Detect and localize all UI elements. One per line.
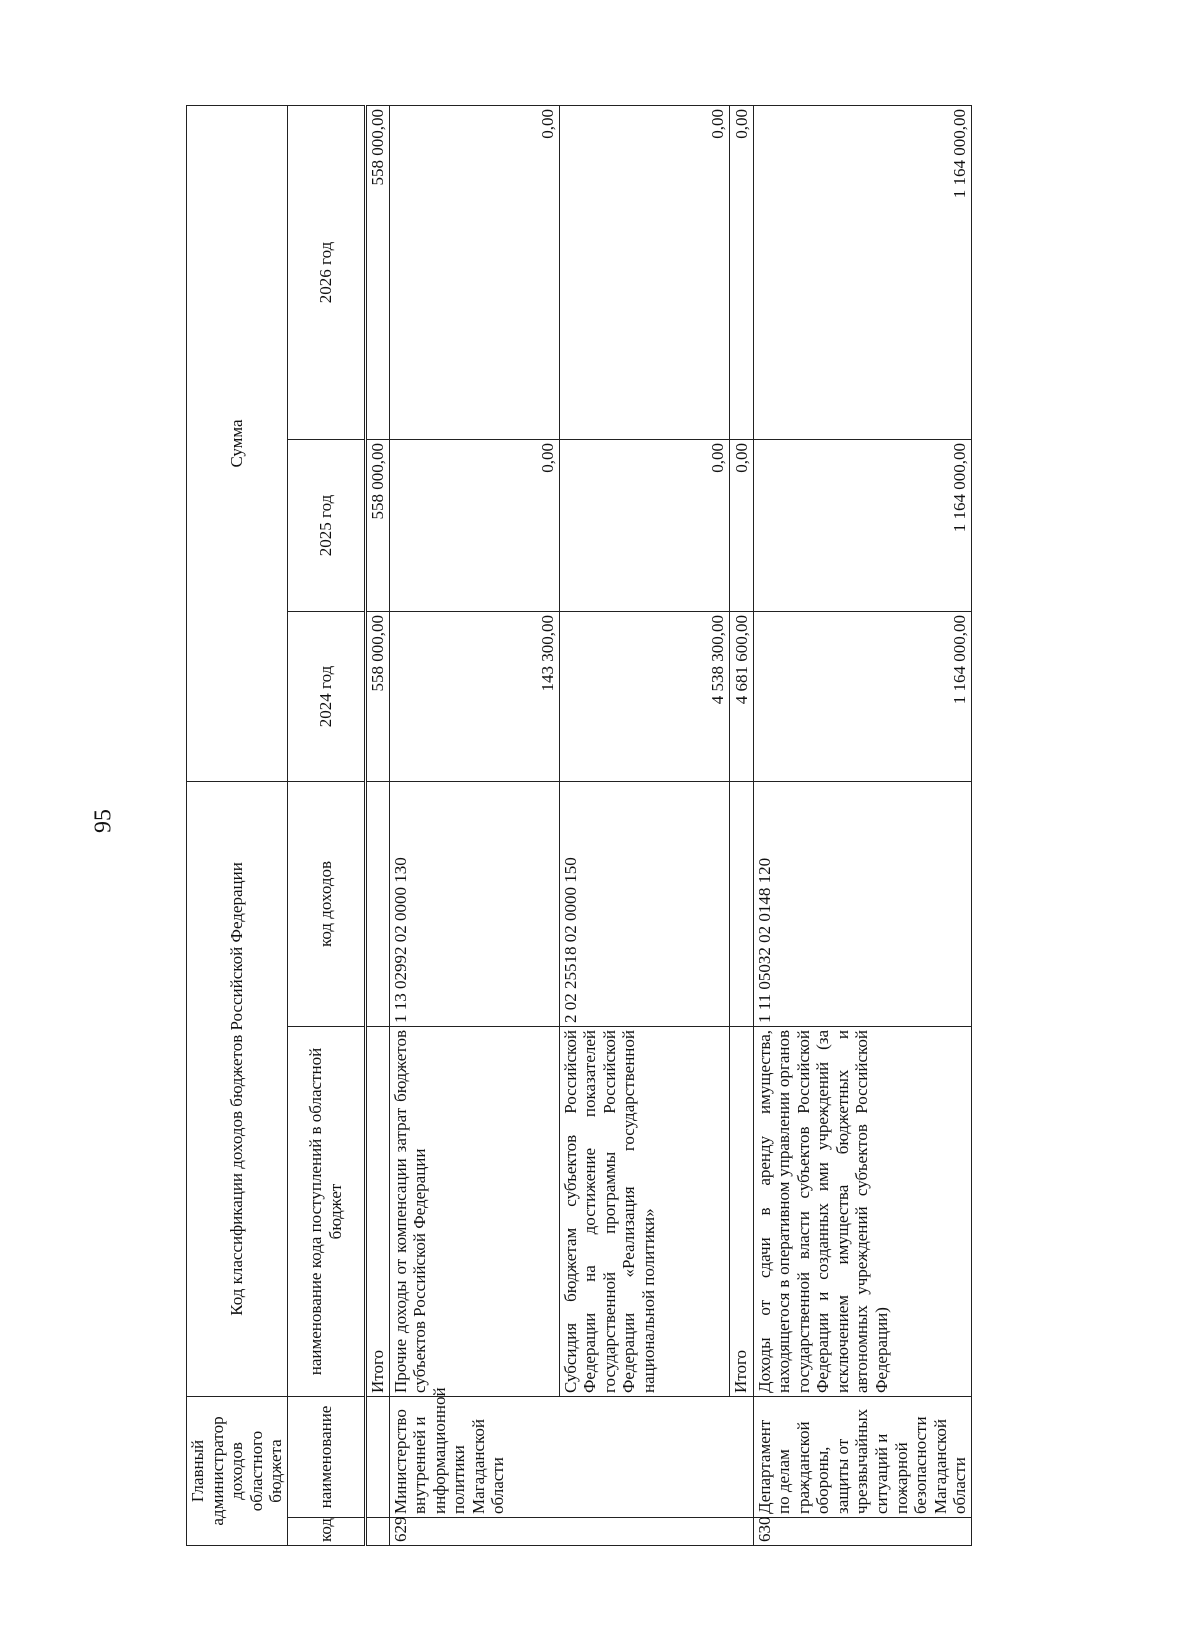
header-year-2026: 2026 год [287, 105, 365, 439]
row-value-2025: 0,00 [729, 439, 753, 611]
row-value-2025: 1 164 000,00 [753, 439, 971, 611]
row-admin-code [365, 1518, 389, 1546]
header-class-group: Код классификации доходов бюджетов Российской Федерации [187, 781, 288, 1396]
table-row [365, 105, 389, 1545]
table-row [729, 105, 753, 1545]
row-code [729, 781, 753, 1026]
row-value-2026: 1 164 000,00 [753, 105, 971, 439]
revenue-table [186, 105, 972, 1546]
row-value-2025: 558 000,00 [365, 439, 389, 611]
row-value-2024: 558 000,00 [365, 611, 389, 781]
header-class-name: наименование кода поступлений в областной бюджет [287, 1027, 365, 1397]
header-admin-code: код [287, 1518, 365, 1546]
row-value-2025: 0,00 [389, 439, 559, 611]
row-admin-name [365, 1397, 389, 1518]
row-name: Доходы от сдачи в аренду имущества, находящегося в оперативном управлении органов государственной власти субъектов Российской Федерации и созданных ими учреждений (за исключением имущества бюджетных и автономных учреждений субъектов Российской Федерации) [753, 1027, 971, 1397]
row-code: 1 13 02992 02 0000 130 [389, 781, 559, 1026]
row-value-2026: 0,00 [729, 105, 753, 439]
header-admin-group: Главный администратор доходов областного бюджета [187, 1397, 288, 1546]
row-value-2024: 4 538 300,00 [559, 611, 729, 781]
table-row [389, 105, 559, 1545]
header-year-2024: 2024 год [287, 611, 365, 781]
table-landscape-wrapper [186, 106, 970, 1546]
header-sum-group: Сумма [187, 105, 288, 781]
header-row-2 [287, 105, 365, 1545]
header-row-1 [187, 105, 288, 1545]
row-name: Субсидия бюджетам субъектов Российской Федерации на достижение показателей государственной программы Российской Федерации «Реализация государственной национальной политики» [559, 1027, 729, 1397]
row-code [365, 781, 389, 1026]
row-value-2024: 4 681 600,00 [729, 611, 753, 781]
row-admin-name: Министерство внутренней и информационной политики Магаданской области [389, 1397, 753, 1518]
page-number: 95 [90, 809, 117, 833]
row-value-2025: 0,00 [559, 439, 729, 611]
table-rotation-frame [186, 106, 970, 1546]
header-year-2025: 2025 год [287, 439, 365, 611]
row-name: Итого [729, 1027, 753, 1397]
row-admin-code: 629 [389, 1518, 753, 1546]
row-code: 2 02 25518 02 0000 150 [559, 781, 729, 1026]
row-name: Итого [365, 1027, 389, 1397]
row-admin-name: Департамент по делам гражданской обороны, защиты от чрезвычайных ситуаций и пожарной безопасности Магаданской области [753, 1397, 971, 1518]
row-value-2024: 143 300,00 [389, 611, 559, 781]
table-row [753, 105, 971, 1545]
header-admin-name: наименование [287, 1397, 365, 1518]
row-value-2024: 1 164 000,00 [753, 611, 971, 781]
row-code: 1 11 05032 02 0148 120 [753, 781, 971, 1026]
row-admin-code: 630 [753, 1518, 971, 1546]
row-value-2026: 0,00 [389, 105, 559, 439]
row-name: Прочие доходы от компенсации затрат бюджетов субъектов Российской Федерации [389, 1027, 559, 1397]
header-class-code: код доходов [287, 781, 365, 1026]
row-value-2026: 0,00 [559, 105, 729, 439]
row-value-2026: 558 000,00 [365, 105, 389, 439]
table-row [559, 105, 729, 1545]
